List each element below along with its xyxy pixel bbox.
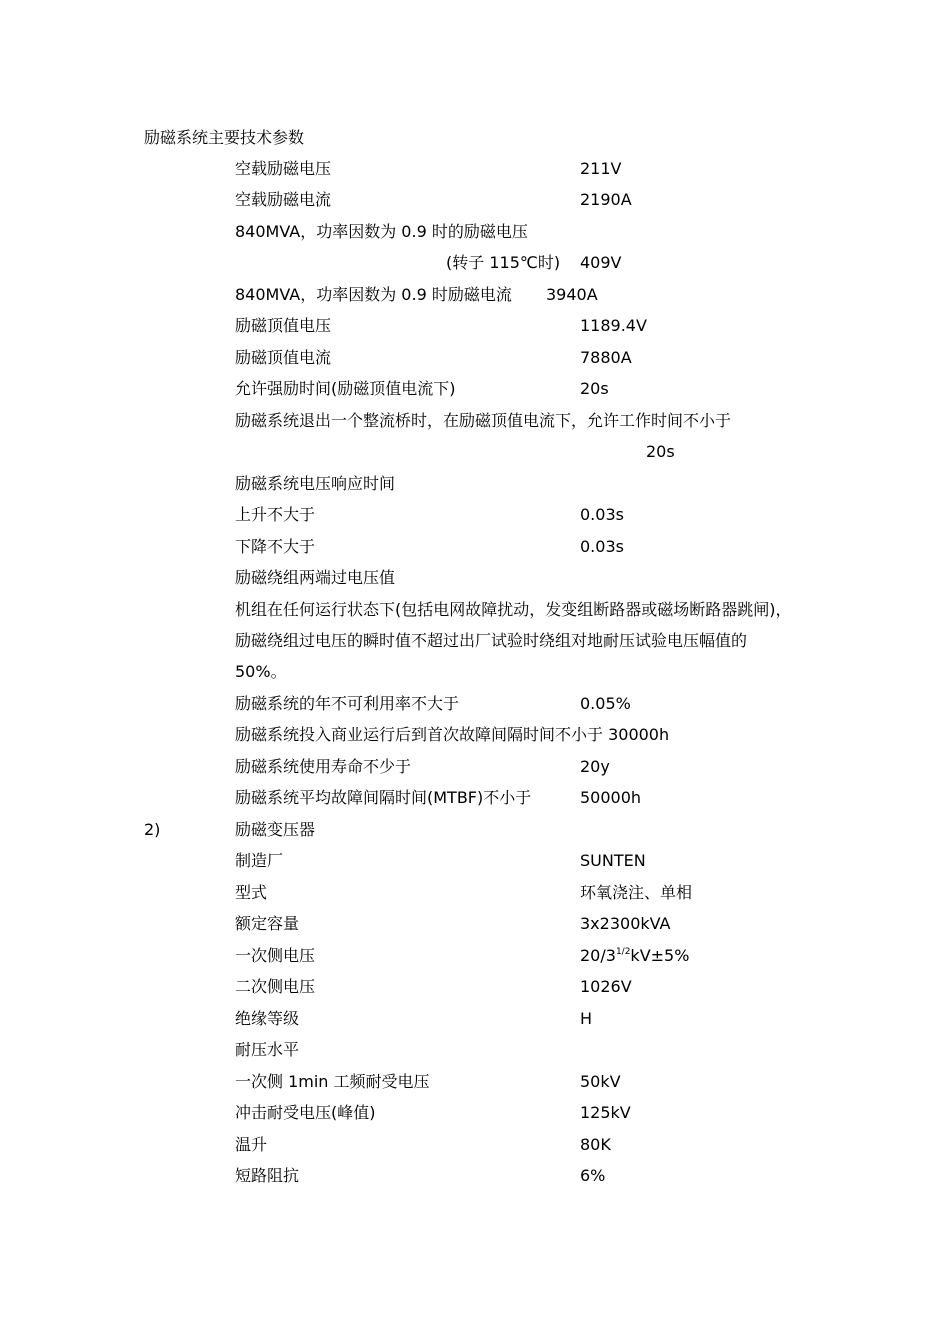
param-group-heading: 励磁绕组两端过电压值 xyxy=(235,568,396,587)
section-title: 励磁系统主要技术参数 xyxy=(144,128,305,147)
param-group-heading: 励磁系统电压响应时间 xyxy=(235,474,396,493)
param-label: 冲击耐受电压(峰值) xyxy=(235,1103,376,1122)
param-label: 短路阻抗 xyxy=(235,1166,300,1185)
param-label: 额定容量 xyxy=(235,914,300,933)
param-value: 0.03s xyxy=(580,537,624,556)
param-condition: (转子 115℃时) xyxy=(446,253,561,272)
param-value: 125kV xyxy=(580,1103,631,1122)
param-value: 3940A xyxy=(546,285,598,304)
param-group-heading: 耐压水平 xyxy=(235,1040,300,1059)
param-label: 型式 xyxy=(235,883,268,902)
param-value: 3x2300kVA xyxy=(580,914,671,933)
param-value: 20s xyxy=(646,442,675,461)
param-label: 励磁系统的年不可利用率不大于 xyxy=(235,694,460,713)
param-value xyxy=(580,946,689,966)
value-exponent: 1/2 xyxy=(615,947,631,957)
param-label: 励磁系统退出一个整流桥时，在励磁顶值电流下，允许工作时间不小于 xyxy=(235,411,732,430)
param-label: 励磁顶值电压 xyxy=(235,316,332,335)
param-label: 制造厂 xyxy=(235,851,284,870)
param-label: 840MVA，功率因数为 0.9 时励磁电流 xyxy=(235,285,512,304)
param-value: 0.03s xyxy=(580,505,624,524)
paragraph-line: 机组在任何运行状态下(包括电网故障扰动，发变组断路器或磁场断路器跳闸)， xyxy=(235,600,792,619)
param-value: 20s xyxy=(580,379,609,398)
param-value: 2190A xyxy=(580,190,632,209)
param-label: 励磁系统投入商业运行后到首次故障间隔时间不小于 30000h xyxy=(235,725,670,744)
param-value: 80K xyxy=(580,1135,611,1154)
param-value: 50000h xyxy=(580,788,642,807)
param-label: 绝缘等级 xyxy=(235,1009,300,1028)
param-value: 409V xyxy=(580,253,622,272)
param-value: 20y xyxy=(580,757,610,776)
param-label: 励磁系统平均故障间隔时间(MTBF)不小于 xyxy=(235,788,532,807)
param-value: SUNTEN xyxy=(580,851,646,870)
value-unit: kV±5% xyxy=(630,946,690,965)
param-label: 840MVA，功率因数为 0.9 时的励磁电压 xyxy=(235,222,528,241)
param-label: 下降不大于 xyxy=(235,537,316,556)
param-value: 1189.4V xyxy=(580,316,647,335)
value-base: 20/3 xyxy=(580,946,616,965)
param-label: 二次侧电压 xyxy=(235,977,316,996)
param-label: 励磁系统使用寿命不少于 xyxy=(235,757,412,776)
param-value: 6% xyxy=(580,1166,606,1185)
param-label: 空载励磁电压 xyxy=(235,159,332,178)
section-number: 2) xyxy=(144,820,161,839)
param-label: 一次侧 1min 工频耐受电压 xyxy=(235,1072,430,1091)
param-value: 0.05% xyxy=(580,694,631,713)
section-heading: 励磁变压器 xyxy=(235,820,316,839)
param-value: 50kV xyxy=(580,1072,621,1091)
param-value: 环氧浇注、单相 xyxy=(580,883,693,902)
param-value: 211V xyxy=(580,159,622,178)
param-label: 励磁顶值电流 xyxy=(235,348,332,367)
param-label: 空载励磁电流 xyxy=(235,190,332,209)
param-label: 允许强励时间(励磁顶值电流下) xyxy=(235,379,456,398)
param-value: 7880A xyxy=(580,348,632,367)
param-value: H xyxy=(580,1009,593,1028)
param-label: 一次侧电压 xyxy=(235,946,316,965)
param-label: 温升 xyxy=(235,1135,268,1154)
paragraph-line: 励磁绕组过电压的瞬时值不超过出厂试验时绕组对地耐压试验电压幅值的 xyxy=(235,631,748,650)
param-value: 1026V xyxy=(580,977,632,996)
param-label: 上升不大于 xyxy=(235,505,316,524)
paragraph-line: 50%。 xyxy=(235,662,287,681)
